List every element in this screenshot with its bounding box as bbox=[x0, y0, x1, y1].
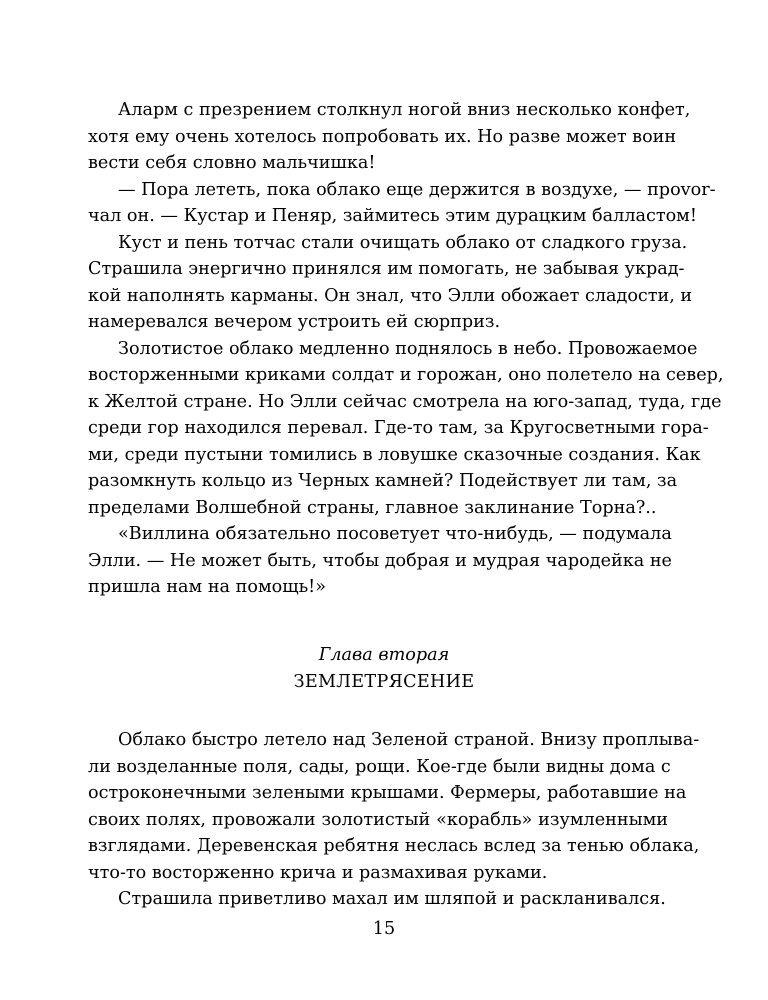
text-line: остроконечными зелеными крышами. Фермеры, работавшие на bbox=[88, 783, 687, 803]
text-line: ми, среди пустыни томились в ловушке сказочные создания. Как bbox=[88, 444, 701, 465]
text-line: пришла нам на помощь!» bbox=[88, 577, 326, 597]
text-line: намеревался вечером устроить ей сюрприз. bbox=[88, 312, 501, 332]
text-line: вести себя словно мальчишка! bbox=[88, 153, 376, 173]
text-line: Куст и пень тотчас стали очищать облако от сладкого груза. bbox=[118, 232, 688, 253]
text-line: среди гор находился перевал. Где-то там, за Кругосветными гора- bbox=[88, 418, 709, 438]
text-line: хотя ему очень хотелось попробовать их. Но разве может воин bbox=[88, 126, 677, 147]
text-line: взглядами. Деревенская ребятня неслась вслед за тенью облака, bbox=[88, 836, 700, 856]
page-number: 15 bbox=[372, 919, 396, 939]
text-line: пределами Волшебной страны, главное заклинание Торна?.. bbox=[88, 497, 657, 518]
text-line: Страшила энергично принялся им помогать, не забывая украд- bbox=[88, 259, 685, 279]
text-line: Страшила приветливо махал им шляпой и раскланивался. bbox=[118, 889, 666, 909]
text-line: — Пора лететь, пока облако еще держится в воздухе, — проvor- bbox=[118, 179, 716, 200]
text-line: восторженными криками солдат и горожан, оно полетело на север, bbox=[88, 365, 724, 385]
text-line: Золотистое облако медленно поднялось в небо. Провожаемое bbox=[118, 338, 698, 359]
text-line: «Виллина обязательно посоветует что-нибудь, — подумала bbox=[118, 524, 672, 544]
text-line: разомкнуть кольцо из Черных камней? Подействует ли там, за bbox=[88, 471, 678, 491]
text-line: Элли. — Не может быть, чтобы добрая и мудрая чародейка не bbox=[88, 550, 672, 571]
text-line: кой наполнять карманы. Он знал, что Элли обожает сладости, и bbox=[88, 285, 693, 306]
chapter-label: Глава вторая bbox=[318, 645, 450, 665]
text-line: Облако быстро летело над Зеленой страной. Внизу проплыва- bbox=[118, 730, 700, 750]
text-line: своих полях, провожали золотистый «корабль» изумленными bbox=[88, 809, 668, 830]
text-line: ли возделанные поля, сады, рощи. Кое-где были видны дома с bbox=[88, 756, 671, 777]
text-line: Аларм с презрением столкнул ногой вниз несколько конфет, bbox=[118, 100, 691, 120]
text-line: что-то восторженно крича и размахивая руками. bbox=[88, 862, 548, 883]
text-line: к Желтой стране. Но Элли сейчас смотрела на юго-запад, туда, где bbox=[88, 391, 722, 412]
chapter-title: ЗЕМЛЕТРЯСЕНИЕ bbox=[293, 672, 475, 692]
text-line: чал он. — Кустар и Пеняр, займитесь этим дурацким балластом! bbox=[88, 206, 697, 226]
